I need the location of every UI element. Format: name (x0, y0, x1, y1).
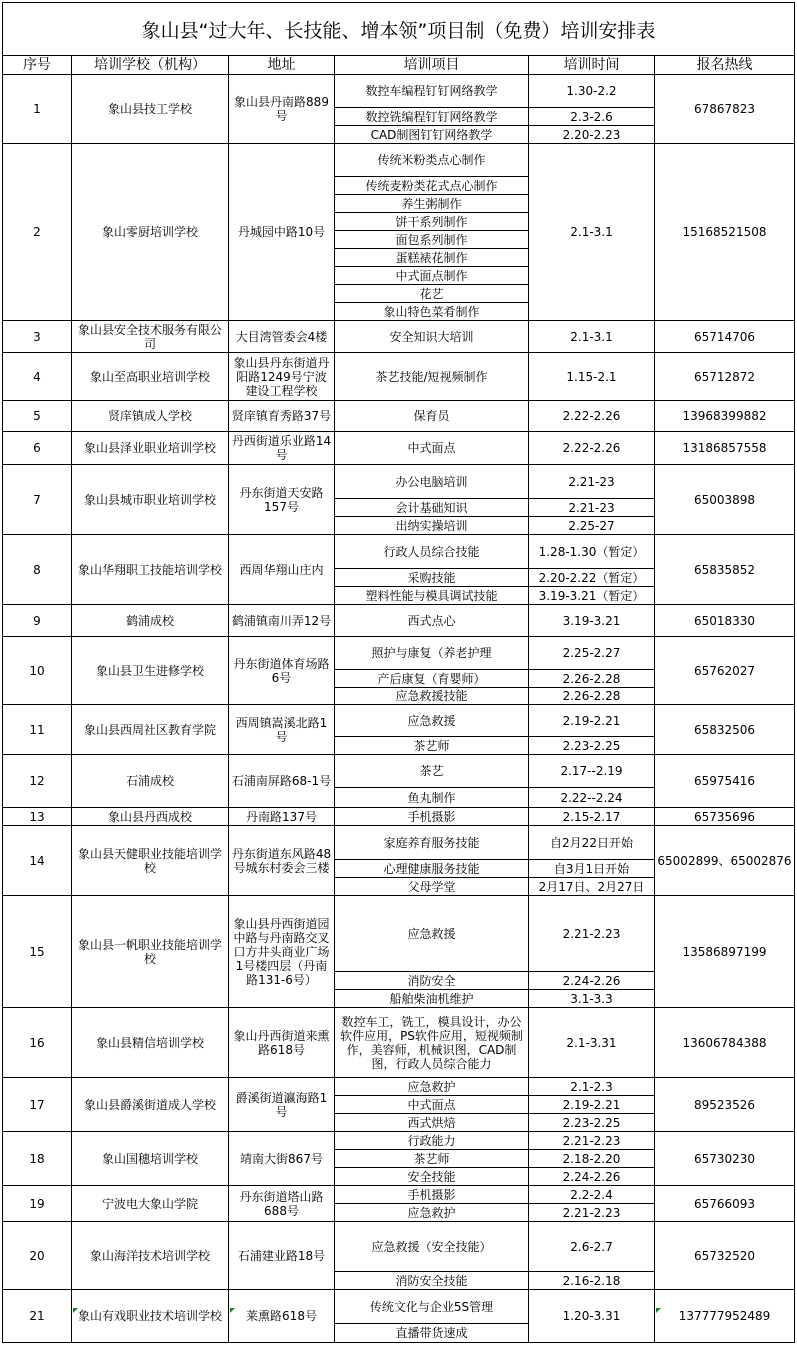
training-project: 应急救援 (335, 896, 529, 972)
header-school: 培训学校（机构） (72, 56, 229, 75)
row-number: 9 (2, 605, 72, 637)
header-address: 地址 (229, 56, 335, 75)
cell-comment-marker (656, 1308, 661, 1313)
school-address: 象山县丹南路889号 (229, 75, 335, 144)
training-time: 2.21-2.23 (529, 896, 655, 972)
hotline: 13968399882 (655, 401, 795, 432)
training-project: 船舶柴油机维护 (335, 990, 529, 1008)
training-project: 花艺 (335, 285, 529, 303)
training-time: 2.21-23 (529, 465, 655, 499)
training-project: 办公电脑培训 (335, 465, 529, 499)
training-project: 采购技能 (335, 569, 529, 587)
training-time: 2.15-2.17 (529, 808, 655, 826)
training-project: 茶艺技能/短视频制作 (335, 353, 529, 401)
school-address: 丹东街道天安路157号 (229, 465, 335, 535)
training-time: 2.3-2.6 (529, 108, 655, 126)
row-number: 8 (2, 535, 72, 605)
row-number: 1 (2, 75, 72, 144)
school-name: 象山县西周社区教育学院 (72, 705, 229, 755)
training-time: 2.21-23 (529, 499, 655, 517)
training-time: 2.24-2.26 (529, 972, 655, 990)
school-address: 象山县丹东街道丹阳路1249号宁波建设工程学校 (229, 353, 335, 401)
training-project: 茶艺师 (335, 1150, 529, 1168)
training-project: 面包系列制作 (335, 231, 529, 249)
row-number: 19 (2, 1186, 72, 1222)
training-project: 照护与康复（养老护理 (335, 637, 529, 670)
training-project: 行政人员综合技能 (335, 535, 529, 569)
row-number: 3 (2, 321, 72, 353)
row-number: 18 (2, 1132, 72, 1186)
school-address: 鹤浦镇南川弄12号 (229, 605, 335, 637)
training-time: 2.25-27 (529, 517, 655, 535)
training-time: 2.21-2.23 (529, 1204, 655, 1222)
training-project: 茶艺 (335, 755, 529, 788)
training-project: 消防安全 (335, 972, 529, 990)
training-project: 应急救援（安全技能） (335, 1222, 529, 1272)
training-project: 父母学堂 (335, 878, 529, 896)
training-time: 1.20-3.31 (529, 1290, 655, 1343)
hotline: 13606784388 (655, 1008, 795, 1078)
training-project: 鱼丸制作 (335, 788, 529, 808)
training-time: 2.21-2.23 (529, 1132, 655, 1150)
row-number: 17 (2, 1078, 72, 1132)
training-project: 应急救护 (335, 1204, 529, 1222)
training-project: 象山特色菜肴制作 (335, 303, 529, 321)
training-time: 2.2-2.4 (529, 1186, 655, 1204)
hotline: 65735696 (655, 808, 795, 826)
training-time: 2.26-2.28 (529, 688, 655, 705)
hotline: 65732520 (655, 1222, 795, 1290)
hotline: 67867823 (655, 75, 795, 144)
training-time: 2.26-2.28 (529, 670, 655, 688)
school-name: 象山县丹西成校 (72, 808, 229, 826)
training-project: 中式面点制作 (335, 267, 529, 285)
training-project: 直播带货速成 (335, 1324, 529, 1343)
hotline: 65975416 (655, 755, 795, 808)
training-time: 2.1-2.3 (529, 1078, 655, 1096)
row-number: 7 (2, 465, 72, 535)
school-name: 象山至高职业培训学校 (72, 353, 229, 401)
training-time: 3.19-3.21（暂定） (529, 587, 655, 605)
training-time: 2.19-2.21 (529, 1096, 655, 1114)
training-time: 2.19-2.21 (529, 705, 655, 737)
header-phone: 报名热线 (655, 56, 795, 75)
header-time: 培训时间 (529, 56, 655, 75)
school-name: 象山海洋技术培训学校 (72, 1222, 229, 1290)
training-project: 数控车工，铣工，模具设计，办公软件应用，PS软件应用，短视频制作，美容师，机械识图，CAD制图，行政人员综合能力 (335, 1008, 529, 1078)
school-name: 象山零厨培训学校 (72, 144, 229, 321)
school-address: 丹东街道塔山路688号 (229, 1186, 335, 1222)
header-no: 序号 (2, 56, 72, 75)
hotline: 137777952489 (655, 1290, 795, 1343)
school-address: 靖南大街867号 (229, 1132, 335, 1186)
school-name: 宁波电大象山学院 (72, 1186, 229, 1222)
school-address: 石浦南屏路68-1号 (229, 755, 335, 808)
school-name: 象山县精信培训学校 (72, 1008, 229, 1078)
training-time: 2.17--2.19 (529, 755, 655, 788)
training-time: 1.28-1.30（暂定） (529, 535, 655, 569)
training-time: 自3月1日开始 (529, 860, 655, 878)
training-time: 2.1-3.1 (529, 321, 655, 353)
hotline: 65003898 (655, 465, 795, 535)
row-number: 4 (2, 353, 72, 401)
training-project: 茶艺师 (335, 737, 529, 755)
training-project: 出纳实操培训 (335, 517, 529, 535)
training-time: 2.20-2.23 (529, 126, 655, 144)
training-time: 2.24-2.26 (529, 1168, 655, 1186)
training-time: 2.1-3.1 (529, 144, 655, 321)
training-project: 中式面点 (335, 1096, 529, 1114)
training-time: 3.19-3.21 (529, 605, 655, 637)
training-time: 2.18-2.20 (529, 1150, 655, 1168)
school-address: 丹南路137号 (229, 808, 335, 826)
training-project: 中式面点 (335, 432, 529, 465)
training-time: 1.30-2.2 (529, 75, 655, 108)
training-time: 2.23-2.25 (529, 1114, 655, 1132)
training-project: CAD制图钉钉网络教学 (335, 126, 529, 144)
training-time: 2.20-2.22（暂定） (529, 569, 655, 587)
school-name: 象山县安全技术服务有限公司 (72, 321, 229, 353)
school-address: 大目湾管委会4楼 (229, 321, 335, 353)
school-address: 丹东街道体育场路6号 (229, 637, 335, 705)
hotline: 65762027 (655, 637, 795, 705)
school-name: 象山国穗培训学校 (72, 1132, 229, 1186)
school-address: 石浦建业路18号 (229, 1222, 335, 1290)
school-address: 莱熏路618号 (229, 1290, 335, 1343)
training-project: 蛋糕裱花制作 (335, 249, 529, 267)
school-address: 丹东街道东风路48号城东村委会三楼 (229, 826, 335, 896)
training-project: 传统文化与企业5S管理 (335, 1290, 529, 1324)
training-project: 消防安全技能 (335, 1272, 529, 1290)
school-address: 西周镇嵩溪北路1号 (229, 705, 335, 755)
training-project: 应急救援技能 (335, 688, 529, 705)
training-time: 2.25-2.27 (529, 637, 655, 670)
row-number: 20 (2, 1222, 72, 1290)
training-project: 传统麦粉类花式点心制作 (335, 177, 529, 195)
training-project: 数控车编程钉钉网络教学 (335, 75, 529, 108)
row-number: 2 (2, 144, 72, 321)
school-name: 象山县爵溪街道成人学校 (72, 1078, 229, 1132)
school-name: 象山县一帆职业技能培训学校 (72, 896, 229, 1008)
hotline: 65835852 (655, 535, 795, 605)
row-number: 5 (2, 401, 72, 432)
hotline: 15168521508 (655, 144, 795, 321)
training-project: 行政能力 (335, 1132, 529, 1150)
training-project: 产后康复（育婴师） (335, 670, 529, 688)
school-name: 象山县泽业职业培训学校 (72, 432, 229, 465)
school-name: 象山县卫生进修学校 (72, 637, 229, 705)
hotline: 13186857558 (655, 432, 795, 465)
row-number: 10 (2, 637, 72, 705)
hotline: 65018330 (655, 605, 795, 637)
cell-comment-marker (73, 1308, 78, 1313)
training-project: 心理健康服务技能 (335, 860, 529, 878)
training-project: 养生粥制作 (335, 195, 529, 213)
header-project: 培训项目 (335, 56, 529, 75)
school-name: 象山县城市职业培训学校 (72, 465, 229, 535)
school-name: 鹤浦成校 (72, 605, 229, 637)
training-time: 2.6-2.7 (529, 1222, 655, 1272)
training-time: 2月17日、2月27日 (529, 878, 655, 896)
school-name: 贤庠镇成人学校 (72, 401, 229, 432)
training-project: 家庭养育服务技能 (335, 826, 529, 860)
hotline: 65766093 (655, 1186, 795, 1222)
school-address: 丹城园中路10号 (229, 144, 335, 321)
training-project: 手机摄影 (335, 808, 529, 826)
training-time: 2.22-2.26 (529, 401, 655, 432)
school-address: 爵溪街道瀛海路1号 (229, 1078, 335, 1132)
school-address: 贤庠镇育秀路37号 (229, 401, 335, 432)
row-number: 21 (2, 1290, 72, 1343)
row-number: 16 (2, 1008, 72, 1078)
training-project: 饼干系列制作 (335, 213, 529, 231)
row-number: 11 (2, 705, 72, 755)
hotline: 13586897199 (655, 896, 795, 1008)
hotline: 65002899、65002876 (655, 826, 795, 896)
row-number: 15 (2, 896, 72, 1008)
cell-comment-marker (230, 1308, 235, 1313)
school-address: 丹西街道乐业路14号 (229, 432, 335, 465)
training-project: 西式点心 (335, 605, 529, 637)
training-time: 3.1-3.3 (529, 990, 655, 1008)
row-number: 12 (2, 755, 72, 808)
training-time: 2.23-2.25 (529, 737, 655, 755)
hotline: 65730230 (655, 1132, 795, 1186)
training-time: 2.1-3.31 (529, 1008, 655, 1078)
school-name: 象山县技工学校 (72, 75, 229, 144)
training-time: 自2月22日开始 (529, 826, 655, 860)
training-project: 数控铣编程钉钉网络教学 (335, 108, 529, 126)
training-project: 手机摄影 (335, 1186, 529, 1204)
school-address: 西周华翔山庄内 (229, 535, 335, 605)
row-number: 14 (2, 826, 72, 896)
training-time: 2.22--2.24 (529, 788, 655, 808)
training-project: 安全知识大培训 (335, 321, 529, 353)
training-project: 会计基础知识 (335, 499, 529, 517)
hotline: 65712872 (655, 353, 795, 401)
training-project: 安全技能 (335, 1168, 529, 1186)
row-number: 13 (2, 808, 72, 826)
school-name: 象山有戏职业技术培训学校 (72, 1290, 229, 1343)
hotline: 65714706 (655, 321, 795, 353)
training-project: 塑料性能与模具调试技能 (335, 587, 529, 605)
school-address: 象山丹西街道来熏路618号 (229, 1008, 335, 1078)
training-project: 西式烘焙 (335, 1114, 529, 1132)
sheet-title: 象山县“过大年、长技能、增本领”项目制（免费）培训安排表 (2, 2, 795, 56)
school-name: 象山县天健职业技能培训学校 (72, 826, 229, 896)
school-address: 象山县丹西街道园中路与丹南路交叉口方井头商业广场1号楼四层（丹南路131-6号） (229, 896, 335, 1008)
hotline: 65832506 (655, 705, 795, 755)
row-number: 6 (2, 432, 72, 465)
training-time: 2.16-2.18 (529, 1272, 655, 1290)
hotline: 89523526 (655, 1078, 795, 1132)
training-time: 2.22-2.26 (529, 432, 655, 465)
training-project: 传统米粉类点心制作 (335, 144, 529, 177)
training-project: 应急救援 (335, 705, 529, 737)
training-time: 1.15-2.1 (529, 353, 655, 401)
school-name: 象山华翔职工技能培训学校 (72, 535, 229, 605)
training-project: 保育员 (335, 401, 529, 432)
training-project: 应急救护 (335, 1078, 529, 1096)
school-name: 石浦成校 (72, 755, 229, 808)
